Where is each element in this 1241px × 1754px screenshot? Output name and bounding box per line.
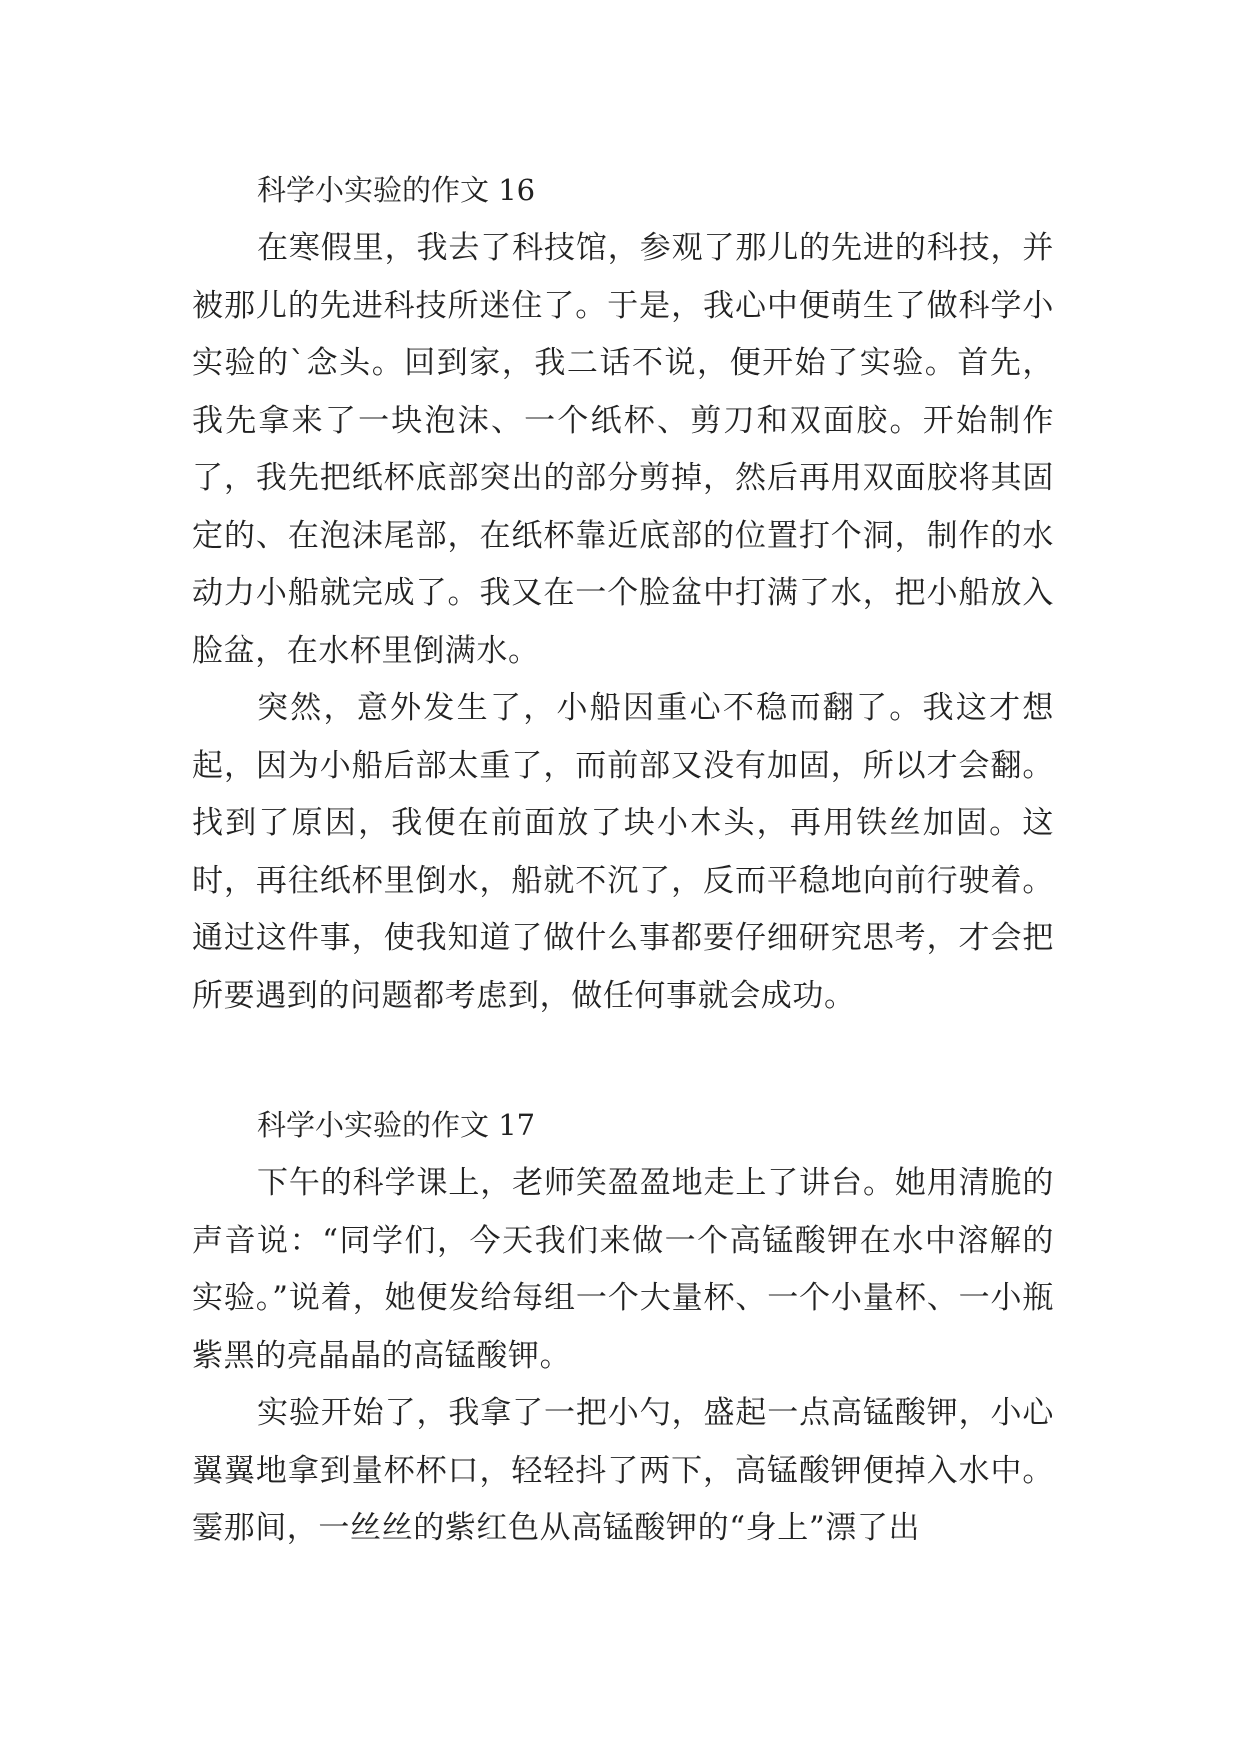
paragraph: 实验开始了，我拿了一把小勺，盛起一点高锰酸钾，小心翼翼地拿到量杯杯口，轻轻抖了两下，高锰酸钾便掉入水中。霎那间，一丝丝的紫红色从高锰酸钾的“身上”漂了出 — [192, 1395, 1054, 1546]
paragraph: 在寒假里，我去了科技馆，参观了那儿的先进的科技，并被那儿的先进科技所迷住了。于是，我心中便萌生了做科学小实验的`念头。回到家，我二话不说，便开始了实验。首先，我先拿来了一块泡沫、一个纸杯、剪刀和双面胶。开始制作了，我先把纸杯底部突出的部分剪掉，然后再用双面胶将其固定的、在泡沫尾部，在纸杯靠近底部的位置打个洞，制作的水动力小船就完成了。我又在一个脸盆中打满了水，把小船放入脸盆，在水杯里倒满水。 — [192, 230, 1054, 669]
essay-section-16 — [192, 160, 1054, 1025]
section-title: 科学小实验的作文 16 — [257, 173, 536, 207]
paragraph: 下午的科学课上，老师笑盈盈地走上了讲台。她用清脆的声音说：“同学们，今天我们来做一个高锰酸钾在水中溶解的实验。”说着，她便发给每组一个大量杯、一个小量杯、一小瓶紫黑的亮晶晶的高锰酸钾。 — [192, 1165, 1054, 1374]
section-title: 科学小实验的作文 17 — [257, 1108, 536, 1142]
paragraph: 突然，意外发生了，小船因重心不稳而翻了。我这才想起，因为小船后部太重了，而前部又没有加固，所以才会翻。找到了原因，我便在前面放了块小木头，再用铁丝加固。这时，再往纸杯里倒水，船就不沉了，反而平稳地向前行驶着。通过这件事，使我知道了做什么事都要仔细研究思考，才会把所要遇到的问题都考虑到，做任何事就会成功。 — [192, 690, 1054, 1014]
essay-section-17 — [192, 1095, 1054, 1558]
